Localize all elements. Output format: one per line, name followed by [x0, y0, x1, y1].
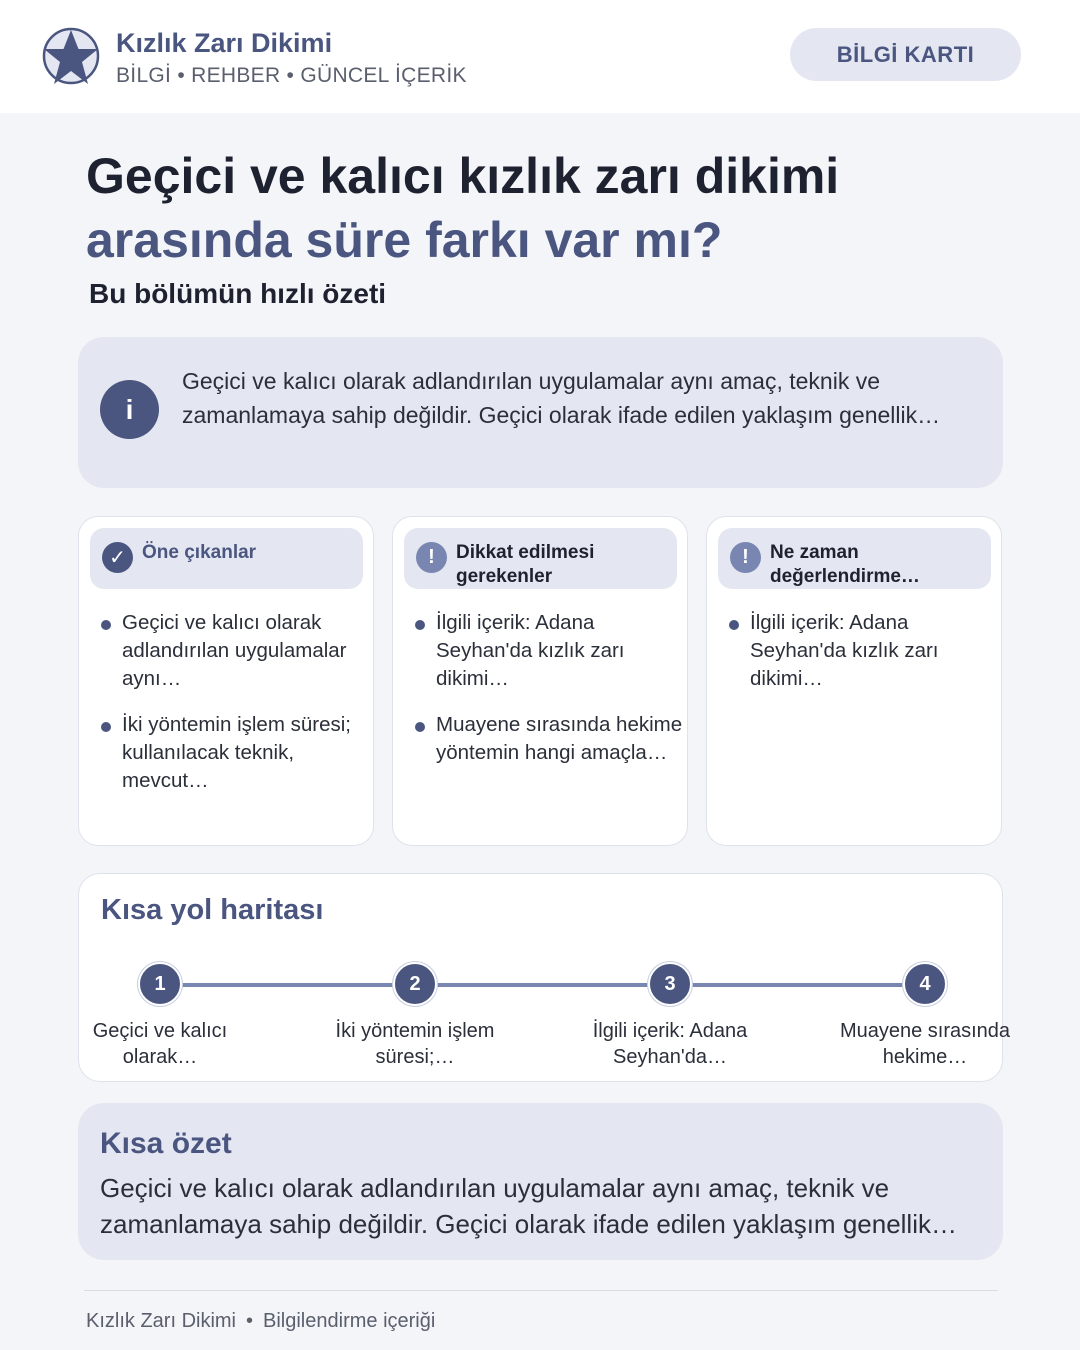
info-icon: i — [100, 380, 159, 439]
list-item: Geçici ve kalıcı olarak adlandırılan uygulamalar aynı… — [101, 609, 373, 693]
roadmap-step-2: 2 — [393, 962, 437, 1006]
card-bullet-list — [729, 609, 1001, 711]
site-title[interactable]: Kızlık Zarı Dikimi — [116, 28, 333, 58]
roadmap-step-4: 4 — [903, 962, 947, 1006]
roadmap — [78, 873, 1011, 1082]
list-item: İlgili içerik: Adana Seyhan'da kızlık zarı dikimi… — [415, 609, 687, 693]
card-bullet-list — [101, 609, 373, 813]
card-cautions — [392, 516, 688, 846]
footer-separator: • — [246, 1310, 254, 1332]
footer-brand: Kızlık Zarı Dikimi — [86, 1310, 236, 1332]
roadmap-step-3: 3 — [648, 962, 692, 1006]
card-title: Dikkat edilmesi gerekenler — [456, 542, 595, 587]
page-title-line-1: Geçici ve kalıcı kızlık zarı dikimi — [86, 148, 840, 204]
roadmap-title: Kısa yol haritası — [101, 894, 324, 926]
footer-divider — [84, 1290, 998, 1291]
roadmap-step-label: İlgili içerik: Adana Seyhan'da… — [592, 1020, 748, 1068]
roadmap-step-label: Geçici ve kalıcı olarak… — [92, 1020, 228, 1068]
roadmap-connector — [161, 983, 926, 987]
info-callout — [78, 337, 1003, 488]
roadmap-step-label: Muayene sırasında hekime… — [839, 1020, 1011, 1068]
page-title — [86, 144, 1046, 272]
list-item: İlgili içerik: Adana Seyhan'da kızlık zarı dikimi… — [729, 609, 1001, 693]
list-item: İki yöntemin işlem süresi; kullanılacak teknik, mevcut… — [101, 711, 373, 795]
short-summary — [78, 1103, 1003, 1260]
warning-icon: ! — [416, 542, 447, 573]
list-item: Muayene sırasında hekime yöntemin hangi amaçla… — [415, 711, 687, 767]
roadmap-step-1: 1 — [138, 962, 182, 1006]
check-circle-icon: ✓ — [102, 542, 133, 573]
card-bullet-list — [415, 609, 687, 785]
card-highlights — [78, 516, 374, 846]
section-heading: Bu bölümün hızlı özeti — [89, 278, 387, 309]
card-header — [404, 528, 677, 589]
info-callout-text: Geçici ve kalıcı olarak adlandırılan uygulamalar aynı amaç, teknik ve zamanlamaya sahip değildir. Geçici olarak ifade edilen yaklaşım genellik… — [182, 368, 941, 428]
summary-title: Kısa özet — [100, 1127, 232, 1160]
footer-label: Bilgilendirme içeriği — [263, 1310, 436, 1332]
site-tagline: BİLGİ • REHBER • GÜNCEL İÇERİK — [116, 64, 467, 87]
footer — [86, 1310, 435, 1333]
roadmap-step-label: İki yöntemin işlem süresi;… — [335, 1020, 495, 1068]
card-header — [718, 528, 991, 589]
card-when-to-evaluate — [706, 516, 1002, 846]
top-bar — [0, 0, 1080, 113]
warning-icon: ! — [730, 542, 761, 573]
card-header — [90, 528, 363, 589]
star-badge-icon — [42, 26, 102, 90]
card-title: Ne zaman değerlendirme… — [770, 542, 920, 587]
page-title-line-2: arasında süre farkı var mı? — [86, 212, 723, 268]
info-card-badge: BİLGİ KARTI — [790, 28, 1021, 81]
card-title: Öne çıkanlar — [142, 542, 257, 563]
summary-text: Geçici ve kalıcı olarak adlandırılan uygulamalar aynı amaç, teknik ve zamanlamaya sahip değildir. Geçici olarak ifade edilen yaklaşım genellik… — [100, 1173, 957, 1239]
